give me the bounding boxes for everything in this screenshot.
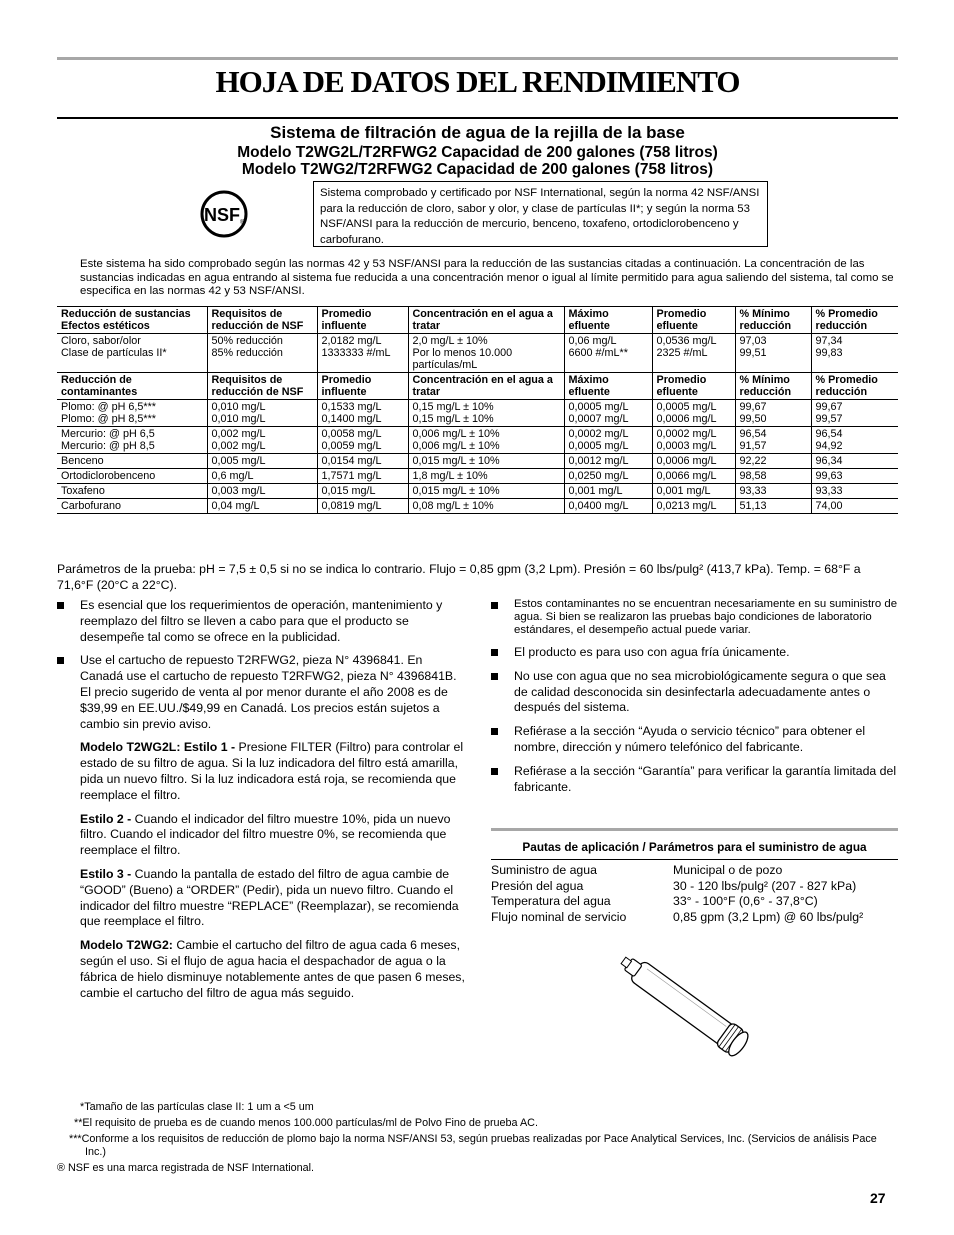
table-row [57, 454, 898, 469]
svg-text:®: ® [240, 220, 245, 226]
table-cell: Requisitos de reducción de NSF [207, 373, 317, 400]
table-cell: 1,7571 mg/L [317, 469, 408, 484]
style-2-paragraph: Estilo 2 - Cuando el indicador del filtro muestre 10%, pida un nuevo filtro. Cuando el indicador del filtro muestre 0%, se recomienda que reemplace el filtro. [80, 811, 451, 858]
table-cell: Plomo: @ pH 6,5*** Plomo: @ pH 8,5*** [57, 400, 207, 427]
nsf-logo-text: NSF [204, 205, 240, 225]
table-cell: 99,67 99,50 [735, 400, 811, 427]
left-column [57, 598, 467, 1009]
bullet-item: Estos contaminantes no se encuentran necesariamente en su suministro de agua. Si bien se realizaron las pruebas bajo condiciones de laboratorio estándares, el desempeño actual puede variar. [491, 598, 899, 637]
table-cell: Benceno [57, 454, 207, 469]
application-heading: Pautas de aplicación / Parámetros para el suministro de agua [522, 840, 867, 854]
table-cell: Promedio influente [317, 307, 408, 334]
table-cell: 99,67 99,57 [811, 400, 898, 427]
footnote-1: *Tamaño de las partículas clase II: 1 um a <5 um [80, 1101, 314, 1113]
style-1-paragraph: Modelo T2WG2L: Estilo 1 - Presione FILTER (Filtro) para controlar el estado de su filtro de agua. Si la luz indicadora del filtro está amarilla, pida un nuevo filtro. Si la luz indicadora está roja, se recomienda que reemplace el filtro. [80, 740, 464, 802]
table-cell: Promedio influente [317, 373, 408, 400]
table-cell: Mercurio: @ pH 6,5 Mercurio: @ pH 8,5 [57, 427, 207, 454]
table-cell: 0,1533 mg/L 0,1400 mg/L [317, 400, 408, 427]
table-cell: 0,15 mg/L ± 10% 0,15 mg/L ± 10% [408, 400, 564, 427]
app-row: Presión del agua 30 - 120 lbs/pulg² (207 - 827 kPa) [491, 878, 857, 893]
style-3-paragraph: Estilo 3 - Cuando la pantalla de estado del filtro de agua cambie de “GOOD” (Bueno) a “ORDER” (Pedir), pida un nuevo filtro. Cuando el indicador del filtro muestre “REPLACE” (Reemplazar), se recomienda que reemplace el filtro. [80, 866, 459, 929]
table-cell: 92,22 [735, 454, 811, 469]
table-cell: 0,003 mg/L [207, 484, 317, 499]
table-cell: 1,8 mg/L ± 10% [408, 469, 564, 484]
table-cell: 0,0066 mg/L [652, 469, 735, 484]
footnote-4: ® NSF es una marca registrada de NSF International. [57, 1162, 315, 1174]
table-cell: 0,001 mg/L [564, 484, 652, 499]
intro-paragraph: Este sistema ha sido comprobado según las normas 42 y 53 NSF/ANSI para la reducción de las sustancias citadas a continuación. La concentración de las sustancias indicadas en agua entrando al sistema fue reducida a una concentración menor o igual al límite permitido para agua saliendo del sistema, tal como se especifica en las normas 42 y 53 NSF/ANSI. [80, 258, 894, 297]
table-cell: 2,0182 mg/L 1333333 #/mL [317, 334, 408, 373]
table-cell: 0,6 mg/L [207, 469, 317, 484]
table-row [57, 400, 898, 427]
table-cell: 0,001 mg/L [652, 484, 735, 499]
table-cell: 96,54 94,92 [811, 427, 898, 454]
right-column [491, 598, 899, 803]
table-cell: 93,33 [811, 484, 898, 499]
table-cell: Reducción de contaminantes [57, 373, 207, 400]
footnote-2: **El requisito de prueba es de cuando menos 100.000 partículas/ml de Polvo Fino de prueba AC. [74, 1117, 538, 1129]
table-cell: 0,0250 mg/L [564, 469, 652, 484]
table-cell: Concentración en el agua a tratar [408, 373, 564, 400]
table-cell: 98,58 [735, 469, 811, 484]
table-cell: 0,015 mg/L [317, 484, 408, 499]
page-number: 27 [870, 1190, 886, 1206]
table-cell: 0,0005 mg/L 0,0007 mg/L [564, 400, 652, 427]
section-subtitle: Sistema de filtración de agua de la rejilla de la base [270, 123, 685, 142]
table-cell: % Promedio reducción [811, 307, 898, 334]
table-cell: Máximo efluente [564, 373, 652, 400]
table-cell: Toxafeno [57, 484, 207, 499]
bullet-item: El producto es para uso con agua fría únicamente. [491, 645, 899, 661]
table-header-row [57, 373, 898, 400]
table-cell: Carbofurano [57, 499, 207, 514]
table-cell: Concentración en el agua a tratar [408, 307, 564, 334]
table-row [57, 427, 898, 454]
title-rule [57, 117, 898, 119]
table-cell: % Promedio reducción [811, 373, 898, 400]
app-row: Suministro de agua Municipal o de pozo [491, 863, 783, 877]
bullet-item: Refiérase a la sección “Ayuda o servicio técnico” para obtener el nombre, dirección y número telefónico del fabricante. [491, 724, 899, 756]
table-cell: 0,0819 mg/L [317, 499, 408, 514]
table-row [57, 334, 898, 373]
table-cell: 97,03 99,51 [735, 334, 811, 373]
table-cell: 0,0400 mg/L [564, 499, 652, 514]
table-cell: 0,0002 mg/L 0,0005 mg/L [564, 427, 652, 454]
table-cell: 0,005 mg/L [207, 454, 317, 469]
table-cell: 0,015 mg/L ± 10% [408, 484, 564, 499]
table-cell: 97,34 99,83 [811, 334, 898, 373]
table-cell: 51,13 [735, 499, 811, 514]
nsf-certification-box: Sistema comprobado y certificado por NSF International, según la norma 42 NSF/ANSI para la reducción de cloro, sabor y olor, y clase de partículas II*; y según la norma 53 NSF/ANSI para la reducción de mercurio, benceno, toxafeno, ortodiclorobenceno y carbofurano. [313, 181, 768, 247]
application-guidelines-table [491, 828, 898, 925]
table-cell: 2,0 mg/L ± 10% Por lo menos 10.000 partículas/mL [408, 334, 564, 373]
table-header-row [57, 307, 898, 334]
nsf-logo-icon [198, 190, 250, 238]
model-line-2: Modelo T2WG2/T2RFWG2 Capacidad de 200 galones (758 litros) [241, 161, 714, 178]
table-cell: 99,63 [811, 469, 898, 484]
performance-table [57, 306, 898, 514]
table-cell: Ortodiclorobenceno [57, 469, 207, 484]
table-cell: 0,010 mg/L 0,010 mg/L [207, 400, 317, 427]
table-cell: 0,0005 mg/L 0,0006 mg/L [652, 400, 735, 427]
footnote-3: ***Conforme a los requisitos de reducción de plomo bajo la norma NSF/ANSI 53, según pruebas realizadas por Pace Analytical Services, Inc. (Servicios de análisis Pace Inc.) [69, 1133, 877, 1158]
model-line-1: Modelo T2WG2L/T2RFWG2 Capacidad de 200 galones (758 litros) [237, 144, 718, 161]
table-cell: 0,0154 mg/L [317, 454, 408, 469]
top-rule [57, 57, 898, 60]
table-cell: 0,0213 mg/L [652, 499, 735, 514]
table-row [57, 499, 898, 514]
bullet-item: Es esencial que los requerimientos de operación, mantenimiento y reemplazo del filtro se lleven a cabo para que el producto se desempeñe tal como se ofrece en la publicidad. [57, 598, 467, 645]
app-row: Flujo nominal de servicio 0,85 gpm (3,2 Lpm) @ 60 lbs/pulg² [491, 909, 864, 924]
table-cell: 0,06 mg/L 6600 #/mL** [564, 334, 652, 373]
table-cell: 0,04 mg/L [207, 499, 317, 514]
table-row [57, 469, 898, 484]
table-cell: % Mínimo reducción [735, 307, 811, 334]
table-row [57, 484, 898, 499]
bullet-item: Refiérase a la sección “Garantía” para verificar la garantía limitada del fabricante. [491, 764, 899, 796]
test-parameters: Parámetros de la prueba: pH = 7,5 ± 0,5 si no se indica lo contrario. Flujo = 0,85 gpm (3,2 Lpm). Presión = 60 lbs/pulg² (413,7 kPa). Temp. = 68°F a 71,6°F (20°C a 22°C). [57, 562, 861, 592]
table-cell: 0,0536 mg/L 2325 #/mL [652, 334, 735, 373]
table-cell: Máximo efluente [564, 307, 652, 334]
bullet-item: No use con agua que no sea microbiológicamente segura o que sea de calidad desconocida sin desinfectarla adecuadamente antes o después del sistema. [491, 669, 899, 716]
table-cell: 0,0006 mg/L [652, 454, 735, 469]
table-cell: % Mínimo reducción [735, 373, 811, 400]
table-cell: Promedio efluente [652, 307, 735, 334]
app-row: Temperatura del agua 33° - 100°F (0,6° - 37,8°C) [491, 894, 818, 909]
table-cell: 96,54 91,57 [735, 427, 811, 454]
table-cell: 74,00 [811, 499, 898, 514]
page-title: HOJA DE DATOS DEL RENDIMIENTO [215, 64, 740, 99]
table-cell: 50% reducción 85% reducción [207, 334, 317, 373]
table-cell: Reducción de sustancias Efectos estéticos [57, 307, 207, 334]
model-t2wg2-paragraph: Modelo T2WG2: Cambie el cartucho del filtro de agua cada 6 meses, según el uso. Si el flujo de agua hacia el despachador de agua o la fábrica de hielo disminuye notablemente antes de que pasen 6 meses, cambie el cartucho del filtro de agua más seguido. [80, 938, 465, 1000]
table-cell: 0,0058 mg/L 0,0059 mg/L [317, 427, 408, 454]
table-cell: 96,34 [811, 454, 898, 469]
bullet-item: Use el cartucho de repuesto T2RFWG2, pieza N° 4396841. En Canadá use el cartucho de repuesto T2RFWG2, pieza N° 4396841B. El precio sugerido de venta al por menor durante el año 2008 es de $39,99 en EE.UU./$49,99 en Canadá. Los precios están sujetos a cambio sin previo aviso. [57, 653, 467, 732]
filter-cartridge-icon [612, 948, 772, 1070]
table-cell: Promedio efluente [652, 373, 735, 400]
table-cell: 0,0002 mg/L 0,0003 mg/L [652, 427, 735, 454]
table-cell: 0,015 mg/L ± 10% [408, 454, 564, 469]
table-cell: 0,002 mg/L 0,002 mg/L [207, 427, 317, 454]
table-cell: 0,08 mg/L ± 10% [408, 499, 564, 514]
table-cell: 0,0012 mg/L [564, 454, 652, 469]
table-cell: 0,006 mg/L ± 10% 0,006 mg/L ± 10% [408, 427, 564, 454]
table-cell: 93,33 [735, 484, 811, 499]
table-cell: Requisitos de reducción de NSF [207, 307, 317, 334]
table-cell: Cloro, sabor/olor Clase de partículas II* [57, 334, 207, 373]
